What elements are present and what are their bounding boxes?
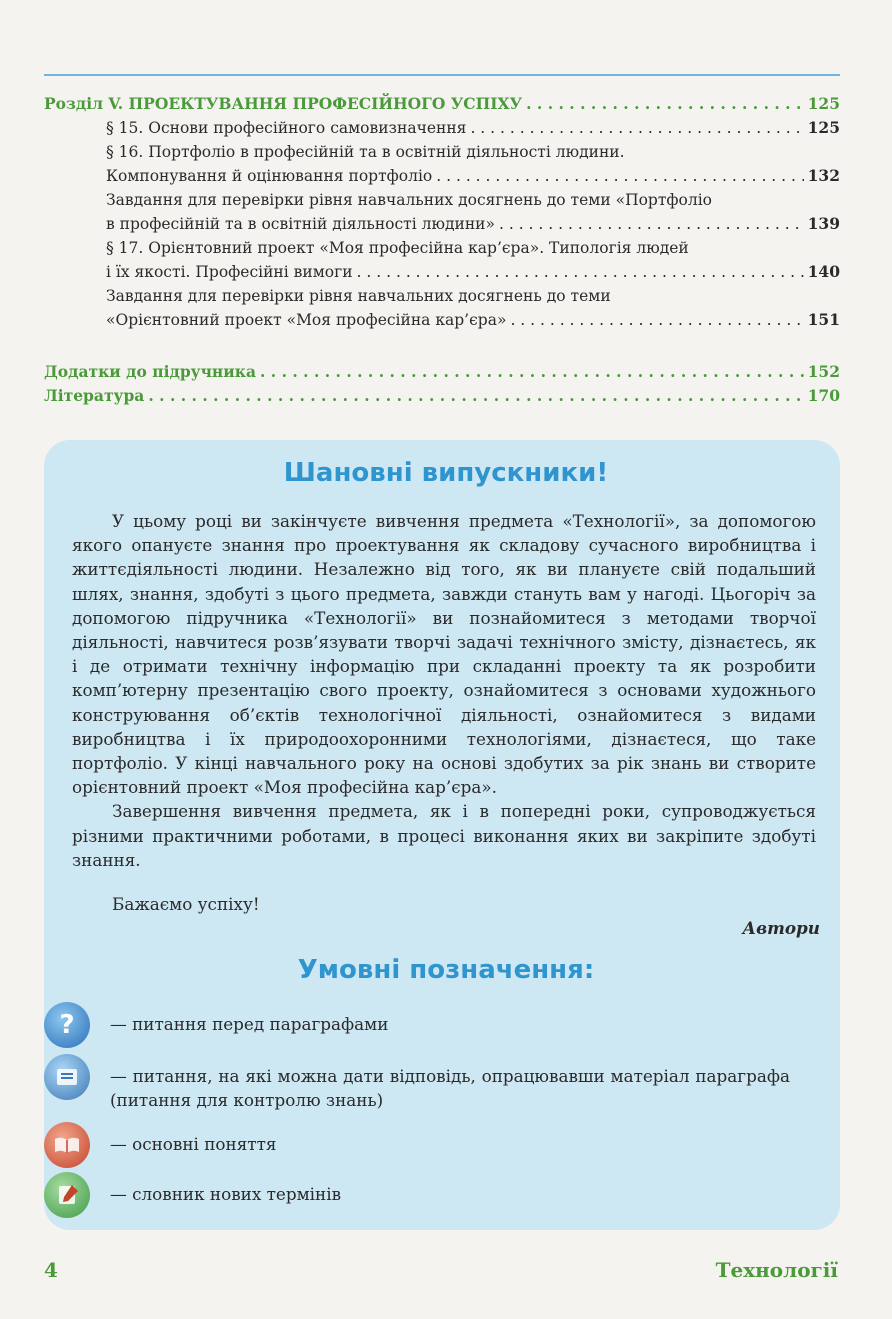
toc-entry-title-line1: Завдання для перевірки рівня навчальних досягнень до теми (106, 287, 611, 305)
greeting-body (72, 509, 816, 872)
toc-paragraph-17[interactable] (44, 236, 840, 284)
dictionary-icon (44, 1172, 90, 1218)
legend-text: — питання, на які можна дати відповідь, опрацювавши матеріал параграфа (питання для контролю знань) (110, 1066, 790, 1110)
toc-test-2[interactable] (44, 284, 840, 332)
toc-page-number: 125 (807, 118, 840, 137)
toc-leader (436, 164, 803, 188)
toc-appendix[interactable] (44, 360, 840, 384)
toc-leader (526, 92, 804, 116)
top-rule (44, 74, 840, 76)
greeting-paragraph-2: Завершення вивчення предмета, як і в попередні роки, супроводжується різними практичними роботами, в процесі виконання яких ви закріпите здобуті знання. (72, 801, 816, 870)
toc-entry-title-line2: Компонування й оцінювання портфоліо (106, 167, 433, 185)
toc-entry-title-line2: і їх якості. Професійні вимоги (106, 263, 353, 281)
toc-leader (357, 260, 804, 284)
toc-paragraph-16[interactable] (44, 140, 840, 188)
toc-paragraph-15[interactable] (44, 116, 840, 140)
wish-text: Бажаємо успіху! (112, 894, 260, 914)
toc-page-number: 139 (807, 214, 840, 233)
toc-page-number: 140 (807, 262, 840, 281)
question-icon: ? (44, 1002, 90, 1048)
toc-entry-title: Розділ V. ПРОЕКТУВАННЯ ПРОФЕСІЙНОГО УСПІХУ (44, 94, 523, 113)
greeting-paragraph-1: У цьому році ви закінчуєте вивчення предмета «Технології», за допомогою якого опануєте знання про проектування як складову сучасного виробництва і життєдіяльності людини. Незалежно від того, як ви плануєте свій подальший шлях, знання, здобуті з цього предмета, завжди стануть вам у нагоді. Цьогоріч за допомогою підручника «Технології» ви познайомитеся з методами творчої діяльності, навчитеся розв’язувати творчі задачі технічного змісту, дізнаєтесь, як і де отримати технічну інформацію при складанні проекту та як розробити комп’ютерну презентацію свого проекту, ознайомитеся з основами художнього конструювання об’єктів технологічної діяльності, ознайомитеся з видами виробництва і їх природоохоронними технологіями, дізнаєтеся, що таке портфоліо. У кінці навчального року на основі здобутих за рік знань ви створите орієнтовний проект «Моя професійна кар’єра». (72, 511, 816, 798)
book-answer-icon (44, 1054, 90, 1100)
toc-entry-title-line2: в професійній та в освітній діяльності людини» (106, 215, 495, 233)
toc-entry-title-line1: § 17. Орієнтовний проект «Моя професійна кар’єра». Типологія людей (106, 239, 689, 257)
toc-section-v[interactable] (44, 92, 840, 116)
toc-entry-title: § 15. Основи професійного самовизначення (106, 119, 467, 137)
toc-entry-title-line2: «Орієнтовний проект «Моя професійна кар’єра» (106, 311, 507, 329)
table-of-contents (44, 92, 840, 408)
legend-text: — словник нових термінів (110, 1184, 342, 1204)
toc-test-1[interactable] (44, 188, 840, 236)
toc-page-number: 151 (807, 310, 840, 329)
toc-spacer (44, 332, 840, 360)
toc-entry-title-line1: § 16. Портфоліо в професійній та в освітній діяльності людини. (106, 143, 625, 161)
legend-item-control-questions (44, 1054, 790, 1112)
open-book-icon (44, 1122, 90, 1168)
author-signature: Автори (742, 918, 820, 938)
toc-leader (470, 116, 803, 140)
legend-text: — основні поняття (110, 1134, 277, 1154)
toc-leader (510, 308, 803, 332)
toc-leader (148, 384, 803, 408)
toc-leader (499, 212, 804, 236)
toc-entry-title: Література (44, 386, 145, 405)
legend-item-questions (44, 1002, 790, 1048)
toc-leader (260, 360, 804, 384)
legend-text: — питання перед параграфами (110, 1014, 389, 1034)
toc-page-number: 152 (807, 362, 840, 381)
toc-page-number: 170 (807, 386, 840, 405)
toc-entry-title-line1: Завдання для перевірки рівня навчальних досягнень до теми «Портфоліо (106, 191, 713, 209)
legend-item-concepts (44, 1122, 790, 1168)
toc-entry-title: Додатки до підручника (44, 362, 256, 381)
greeting-title: Шановні випускники! (283, 458, 609, 488)
page-number: 4 (44, 1258, 58, 1282)
legend-item-dictionary (44, 1172, 790, 1218)
legend-title: Умовні позначення: (297, 955, 595, 985)
book-title: Технології (715, 1258, 838, 1282)
toc-page-number: 132 (807, 166, 840, 185)
toc-literature[interactable] (44, 384, 840, 408)
toc-page-number: 125 (807, 94, 840, 113)
